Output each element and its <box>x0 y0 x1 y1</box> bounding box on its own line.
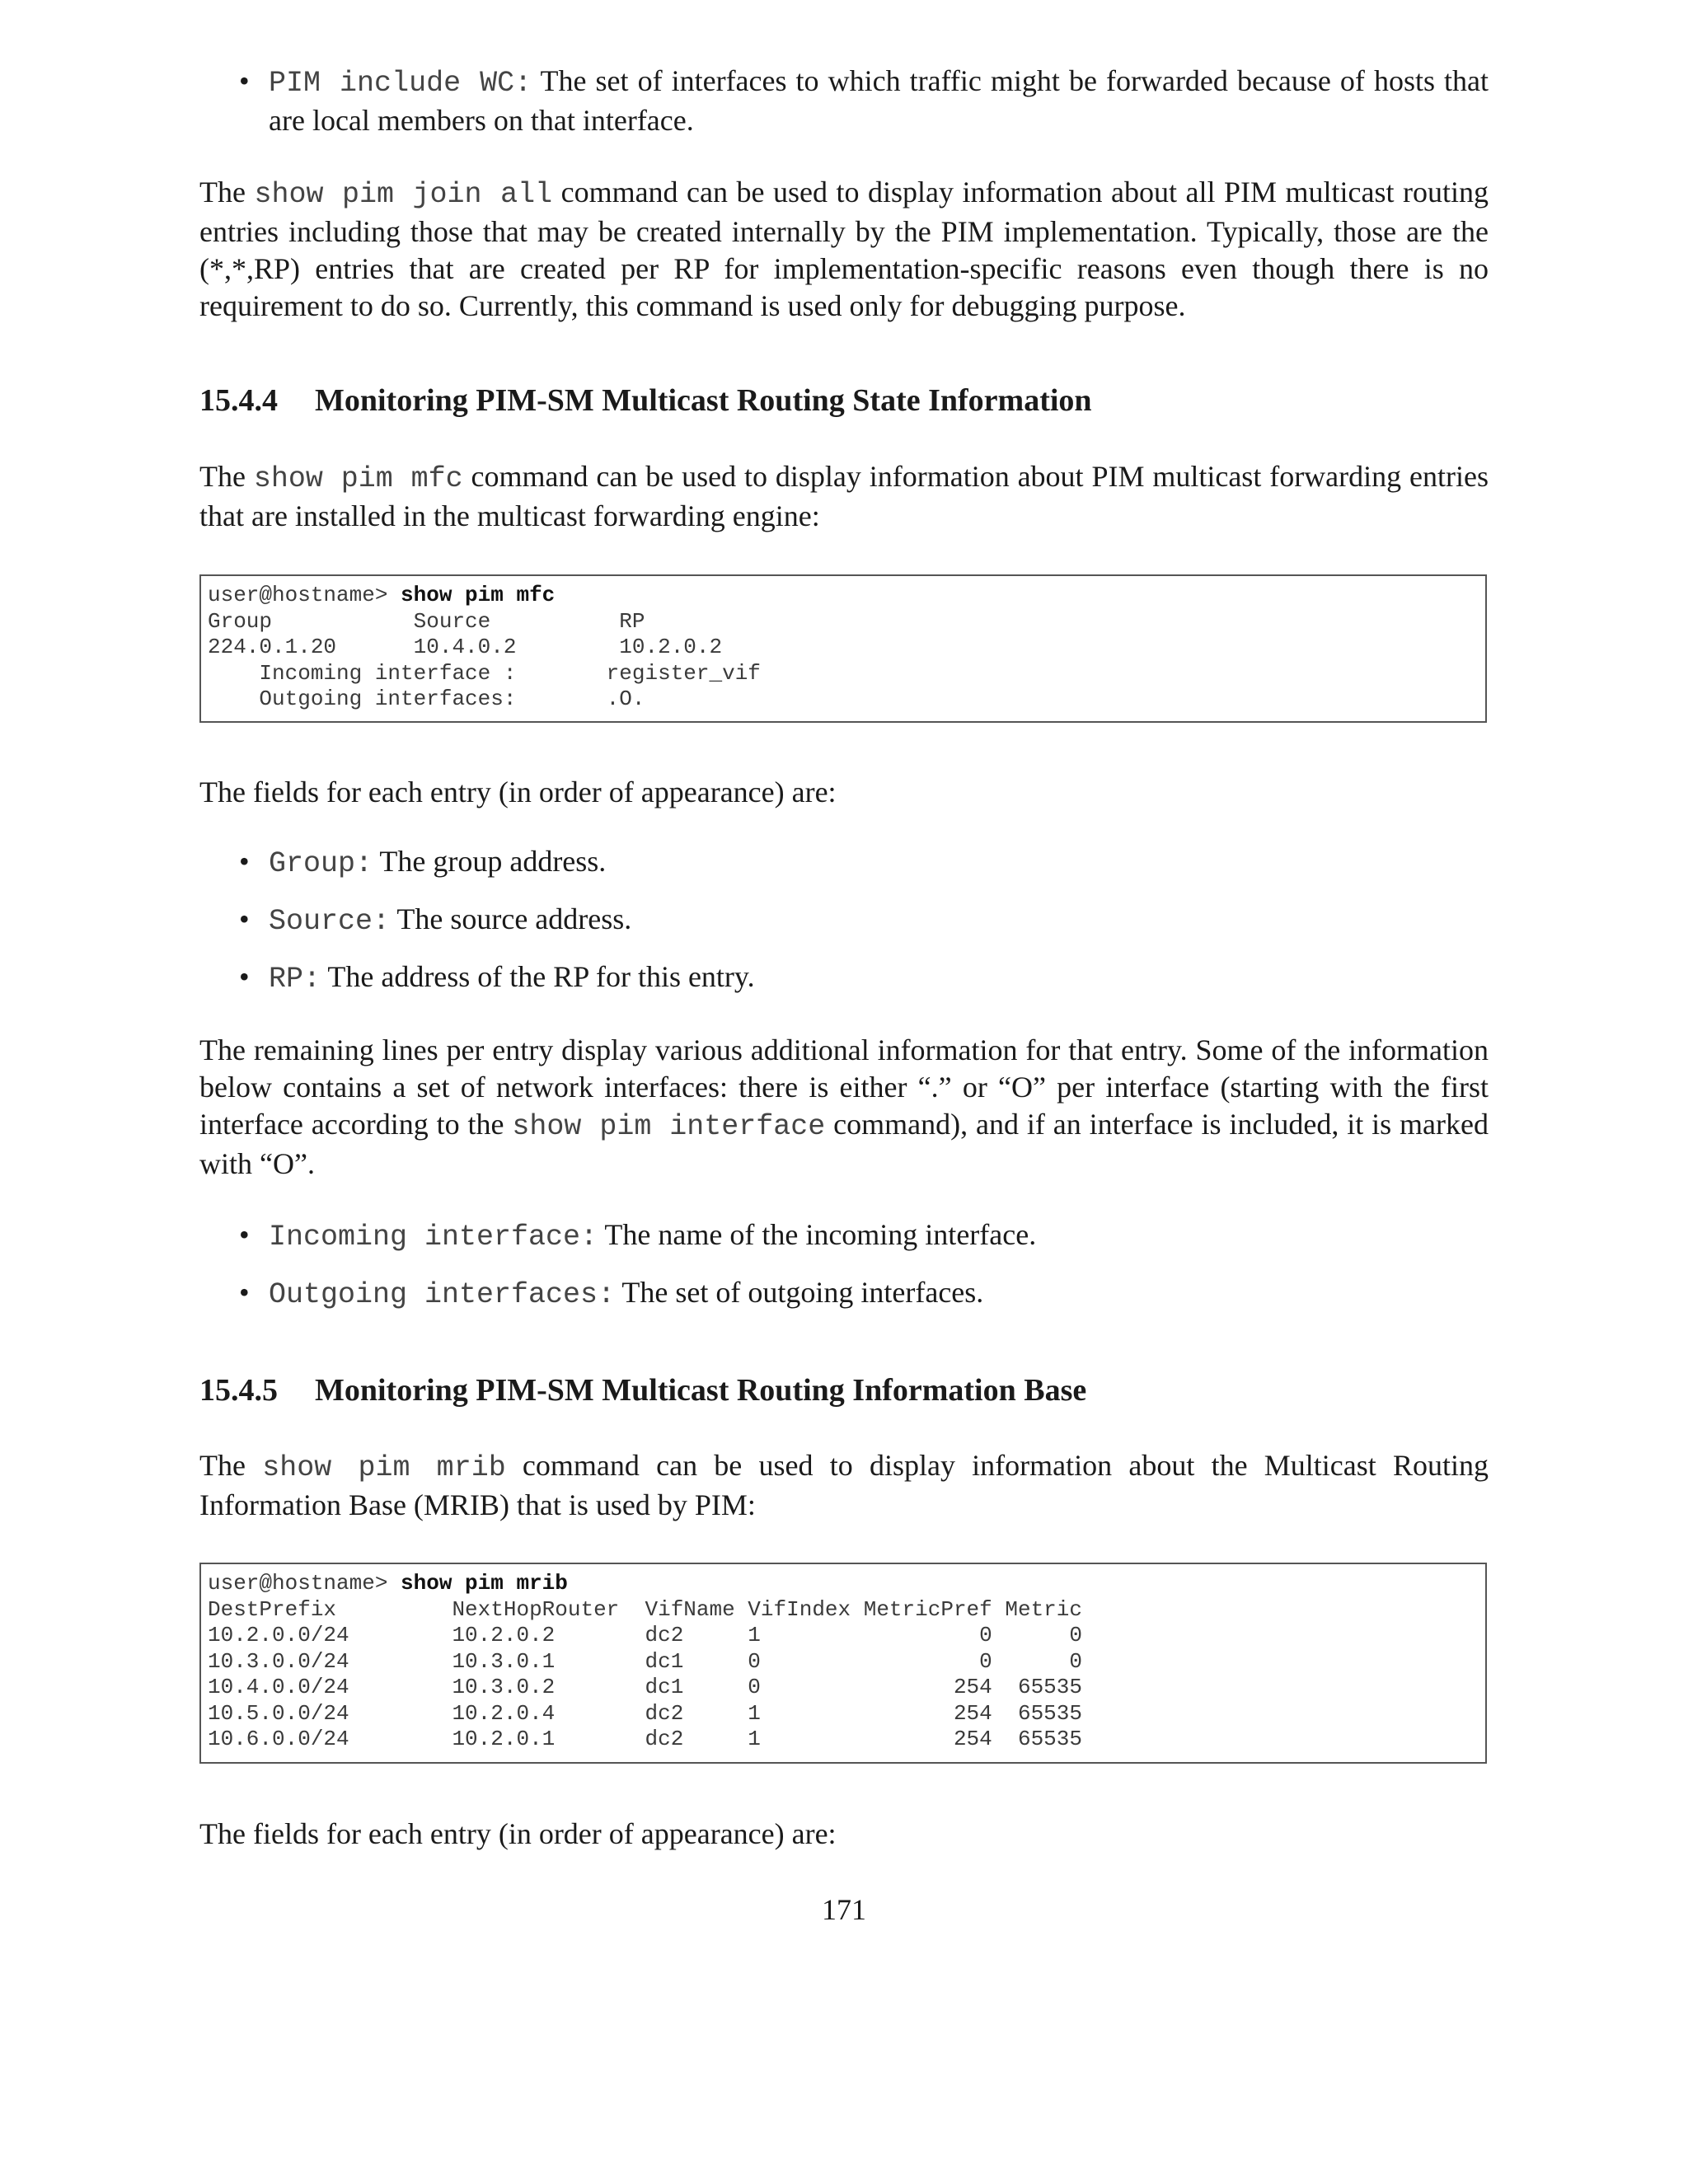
bullet-content <box>269 63 1489 139</box>
code-line: 10.4.0.0/24 10.3.0.2 dc1 0 254 65535 <box>208 1675 1082 1699</box>
paragraph-join-all <box>199 174 1489 325</box>
text: command can be used to display information about all PIM multicast routing entries including those that may be created internally by the PIM implementation. Typically, those are the (*,*,RP) entries that are created per RP for implementation-specific reasons even though there is no requirement to do so. Currently, this command is used only for debugging purpose. <box>199 176 1489 322</box>
text: command can be used to display information about PIM multicast forwarding entries that are installed in the multicast forwarding engine: <box>199 460 1489 532</box>
prompt: user@hostname> <box>208 1571 401 1596</box>
code-line: Outgoing interfaces: .O. <box>208 687 645 711</box>
bullet-dot: • <box>239 845 250 878</box>
section-number: 15.4.5 <box>199 1373 278 1408</box>
field-description: The name of the incoming interface. <box>598 1218 1037 1251</box>
code-line: 224.0.1.20 10.4.0.2 10.2.0.2 <box>208 635 723 659</box>
paragraph-mrib <box>199 1447 1489 1524</box>
bullet-content <box>269 901 1489 940</box>
field-description: The address of the RP for this entry. <box>321 960 755 993</box>
page-number: 171 <box>822 1893 866 1926</box>
bullet-content <box>269 843 1489 883</box>
code-line: DestPrefix NextHopRouter VifName VifIndex MetricPref Metric <box>208 1596 1082 1622</box>
bullet-dot: • <box>239 1276 250 1309</box>
code-line: 10.6.0.0/24 10.2.0.1 dc2 1 254 65535 <box>208 1727 1082 1751</box>
prompt: user@hostname> <box>208 583 401 607</box>
code-line: Group Source RP <box>208 608 645 634</box>
section-heading-15-4-4 <box>199 382 1092 419</box>
code-prompt-line <box>208 583 1479 609</box>
bullet-content <box>269 1274 1489 1314</box>
field-description: The set of interfaces to which traffic might be forwarded because of hosts that are local members on that interface. <box>269 64 1489 137</box>
field-term: Group: <box>269 847 373 880</box>
inline-command: show pim interface <box>512 1110 826 1143</box>
fields-intro: The fields for each entry (in order of appearance) are: <box>199 776 837 808</box>
field-term: Source: <box>269 905 391 938</box>
code-line: 10.3.0.0/24 10.3.0.1 dc1 0 0 0 <box>208 1648 1082 1674</box>
code-line: Incoming interface : register_vif <box>208 660 761 686</box>
inline-command: show pim mrib <box>262 1451 506 1484</box>
bullet-rp <box>239 958 1489 998</box>
field-description: The set of outgoing interfaces. <box>615 1276 984 1309</box>
text: The remaining lines per entry display various additional information for that entry. Some of the information below contains a set of network interfaces: there is either “.” or “O” per interface (starting with the first interface according to the <box>199 1033 1489 1141</box>
field-term: Outgoing interfaces: <box>269 1278 616 1311</box>
inline-command: show pim mfc <box>253 462 463 495</box>
text: The <box>199 460 254 493</box>
section-title: Monitoring PIM-SM Multicast Routing Information Base <box>315 1373 1087 1408</box>
bullet-dot: • <box>239 1218 250 1251</box>
section-heading-15-4-5 <box>199 1371 1086 1409</box>
code-line: 10.2.0.0/24 10.2.0.2 dc2 1 0 0 <box>208 1623 1082 1647</box>
code-line: 10.5.0.0/24 10.2.0.4 dc2 1 254 65535 <box>208 1700 1082 1726</box>
bullet-source <box>239 901 1489 940</box>
bullet-dot: • <box>239 960 250 993</box>
field-term: Incoming interface: <box>269 1221 598 1254</box>
text: The <box>199 176 255 209</box>
bullet-group <box>239 843 1489 883</box>
field-description: The source address. <box>390 902 632 935</box>
bullet-outgoing-interfaces <box>239 1274 1489 1314</box>
paragraph-mfc <box>199 458 1489 535</box>
fields-intro: The fields for each entry (in order of appearance) are: <box>199 1817 837 1850</box>
code-block-mfc <box>199 574 1487 723</box>
paragraph-remaining-lines <box>199 1032 1489 1183</box>
bullet-content <box>269 958 1489 998</box>
bullet-incoming-interface <box>239 1216 1489 1256</box>
bullet-dot: • <box>239 902 250 935</box>
inline-command: show pim join all <box>254 178 553 211</box>
field-term: RP: <box>269 963 321 996</box>
bullet-dot: • <box>239 64 250 97</box>
text: command), and if an interface is included, it is marked with “O”. <box>199 1108 1489 1180</box>
section-number: 15.4.4 <box>199 383 278 418</box>
bullet-pim-include-wc <box>239 63 1489 139</box>
code-block-mrib <box>199 1563 1487 1764</box>
code-prompt-line <box>208 1571 1479 1597</box>
command: show pim mrib <box>401 1571 568 1596</box>
field-description: The group address. <box>373 845 607 878</box>
text: The <box>199 1449 263 1482</box>
field-term: PIM include WC: <box>269 67 532 100</box>
command: show pim mfc <box>401 583 556 607</box>
text: command can be used to display information about the Multicast Routing Information Base (MRIB) that is used by PIM: <box>199 1449 1489 1521</box>
bullet-content <box>269 1216 1489 1256</box>
section-title: Monitoring PIM-SM Multicast Routing State Information <box>315 383 1092 418</box>
